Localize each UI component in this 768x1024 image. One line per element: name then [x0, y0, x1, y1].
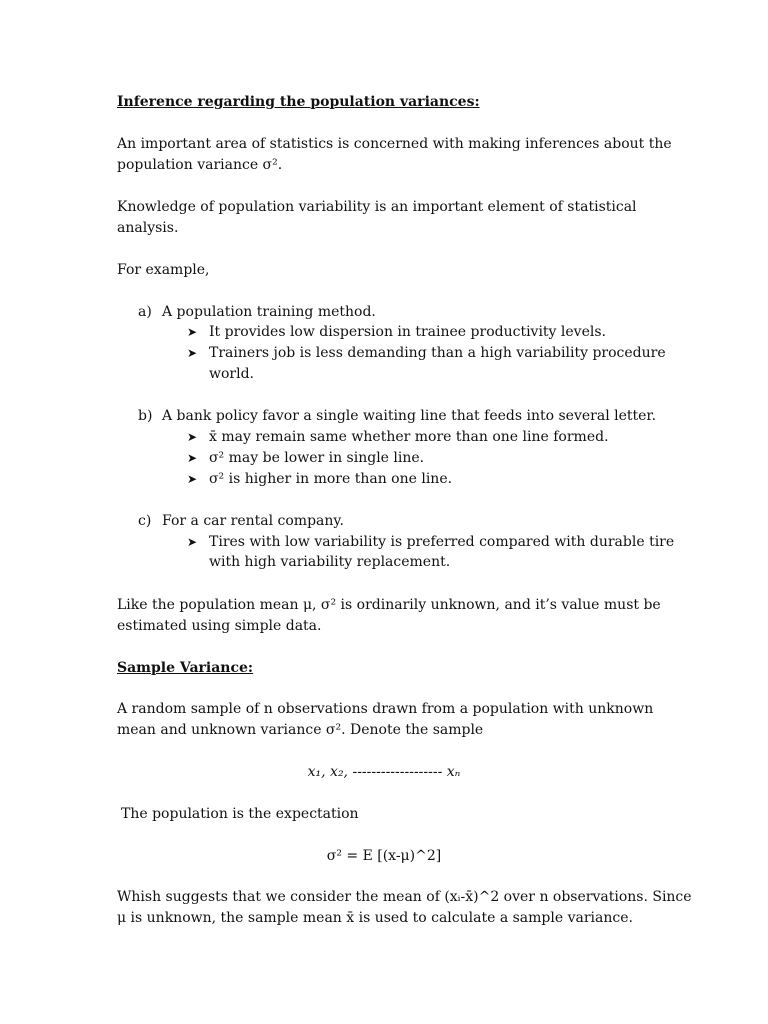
paragraph-random-sample-line2: mean and unknown variance σ². Denote the sample	[117, 722, 484, 738]
list-marker-b: b)	[138, 408, 153, 424]
heading-sample-variance: Sample Variance:	[117, 660, 254, 676]
paragraph-sample-mean-line2: μ is unknown, the sample mean x̄ is used to calculate a sample variance.	[117, 910, 633, 926]
paragraph-population-mean-line2: estimated using simple data.	[117, 618, 322, 634]
paragraph-knowledge-line2: analysis.	[117, 220, 179, 236]
paragraph-intro-line1: An important area of statistics is concerned with making inferences about the	[117, 136, 672, 152]
paragraph-intro-line2: population variance σ².	[117, 157, 283, 173]
list-item-b-text: A bank policy favor a single waiting line that feeds into several letter.	[162, 408, 657, 424]
heading-population-variances: Inference regarding the population variances:	[117, 94, 480, 110]
paragraph-population-mean-line1: Like the population mean μ, σ² is ordinarily unknown, and it’s value must be	[117, 597, 661, 613]
arrow-bullet-icon: ➤	[187, 451, 198, 465]
list-item-b-bullet2: σ² may be lower in single line.	[209, 450, 425, 466]
equation-variance-expectation: σ² = E [(x-μ)^2]	[326, 848, 442, 864]
arrow-bullet-icon: ➤	[187, 346, 198, 360]
arrow-bullet-icon: ➤	[187, 535, 198, 549]
for-example-label: For example,	[117, 262, 210, 278]
list-item-c-text: For a car rental company.	[162, 513, 344, 529]
list-item-a-bullet2-line1: Trainers job is less demanding than a high variability procedure	[209, 345, 666, 361]
paragraph-knowledge-line1: Knowledge of population variability is an important element of statistical	[117, 199, 637, 215]
arrow-bullet-icon: ➤	[187, 430, 198, 444]
arrow-bullet-icon: ➤	[187, 325, 198, 339]
list-item-a-text: A population training method.	[162, 304, 376, 320]
list-item-b-bullet1: x̄ may remain same whether more than one line formed.	[209, 429, 609, 445]
list-item-a-bullet2-line2: world.	[209, 366, 254, 382]
equation-sample-list: x₁, x₂, ------------------- xₙ	[307, 764, 461, 780]
paragraph-expectation: The population is the expectation	[121, 806, 359, 822]
list-marker-c: c)	[138, 513, 152, 529]
list-marker-a: a)	[138, 304, 152, 320]
list-item-c-bullet1-line2: with high variability replacement.	[209, 554, 451, 570]
paragraph-sample-mean-line1: Whish suggests that we consider the mean of (xᵢ-x̄)^2 over n observations. Since	[117, 889, 692, 905]
list-item-b-bullet3: σ² is higher in more than one line.	[209, 471, 453, 487]
list-item-a-bullet1: It provides low dispersion in trainee productivity levels.	[209, 324, 606, 340]
paragraph-random-sample-line1: A random sample of n observations drawn from a population with unknown	[117, 701, 654, 717]
list-item-c-bullet1-line1: Tires with low variability is preferred compared with durable tire	[209, 534, 675, 550]
arrow-bullet-icon: ➤	[187, 472, 198, 486]
